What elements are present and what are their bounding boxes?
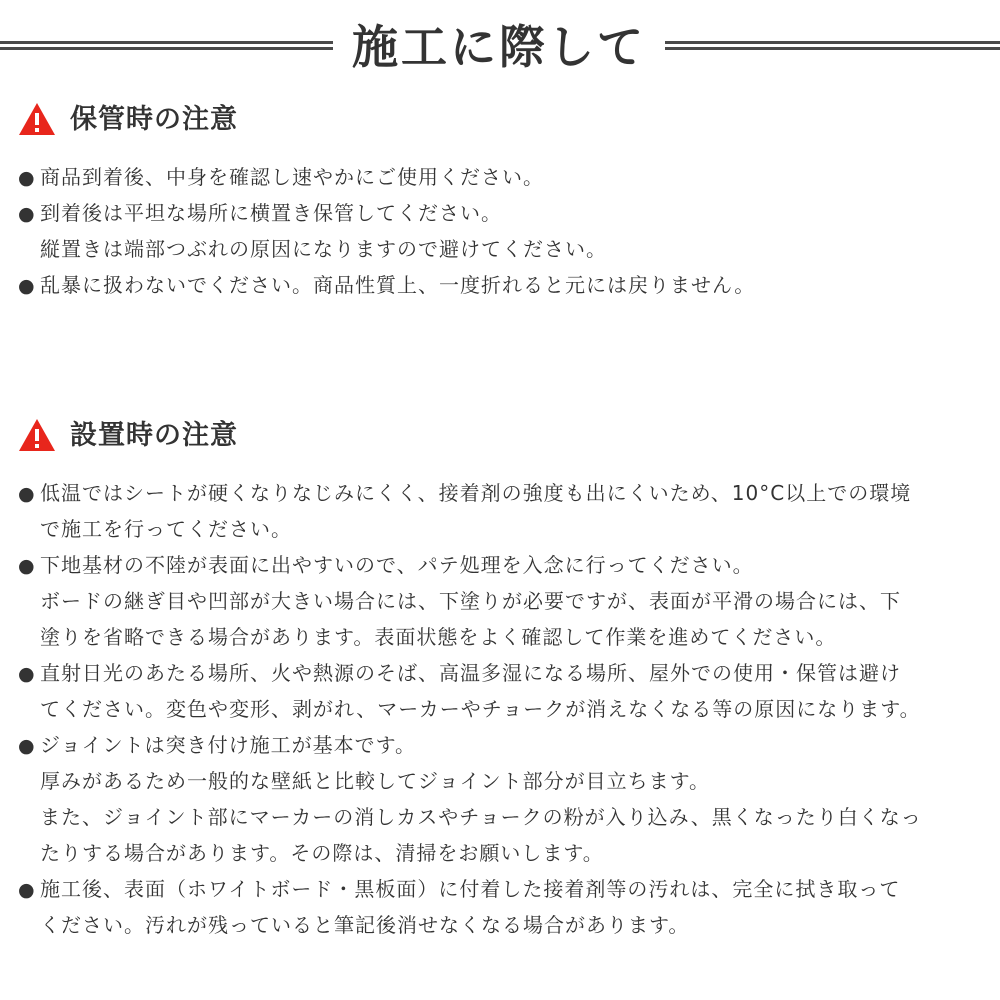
bullet: ● [18, 555, 36, 577]
warning-triangle-icon [18, 418, 56, 452]
note-text: てください。変色や変形、剥がれ、マーカーやチョークが消えなくなる等の原因になります。 [40, 697, 921, 721]
bullet: ● [18, 735, 36, 757]
note-line [18, 871, 993, 907]
note-line [18, 907, 993, 943]
note-line [18, 835, 993, 871]
note-text: 厚みがあるため一般的な壁紙と比較してジョイント部分が目立ちます。 [40, 769, 710, 793]
installation-title: 設置時の注意 [70, 420, 238, 451]
header-rule-left [0, 41, 333, 51]
storage-title: 保管時の注意 [70, 104, 238, 135]
note-line [18, 511, 993, 547]
bullet: ● [18, 275, 36, 297]
header-rule-right [665, 41, 1000, 51]
bullet: ● [18, 167, 36, 189]
note-line [18, 195, 993, 231]
note-text: 商品到着後、中身を確認し速やかにご使用ください。 [40, 165, 544, 189]
note-line [18, 799, 993, 835]
bullet: ● [18, 879, 36, 901]
note-line [18, 475, 993, 511]
note-text: 施工後、表面（ホワイトボード・黒板面）に付着した接着剤等の汚れは、完全に拭き取って [40, 877, 901, 901]
note-text: 到着後は平坦な場所に横置き保管してください。 [40, 201, 502, 225]
note-line [18, 583, 993, 619]
page-header [0, 18, 1000, 76]
note-line [18, 763, 993, 799]
note-text: また、ジョイント部にマーカーの消しカスやチョークの粉が入り込み、黒くなったり白くなっ [40, 805, 922, 829]
note-text: 縦置きは端部つぶれの原因になりますので避けてください。 [40, 237, 607, 261]
note-text: 塗りを省略できる場合があります。表面状態をよく確認して作業を進めてください。 [40, 625, 837, 649]
note-line [18, 691, 993, 727]
note-line [18, 159, 993, 195]
note-line [18, 547, 993, 583]
note-text: で施工を行ってください。 [40, 517, 292, 541]
note-line [18, 655, 993, 691]
bullet: ● [18, 663, 36, 685]
note-line [18, 231, 993, 267]
note-text: 乱暴に扱わないでください。商品性質上、一度折れると元には戻りません。 [40, 273, 756, 297]
note-text: ください。汚れが残っていると筆記後消せなくなる場合があります。 [40, 913, 690, 937]
page-title: 施工に際して [352, 20, 646, 74]
note-text: 下地基材の不陸が表面に出やすいので、パテ処理を入念に行ってください。 [40, 553, 754, 577]
note-text: 低温ではシートが硬くなりなじみにくく、接着剤の強度も出にくいため、10°C以上での環境 [40, 481, 912, 505]
installation-notes [18, 475, 993, 943]
note-text: ジョイントは突き付け施工が基本です。 [40, 733, 416, 757]
note-text: たりする場合があります。その際は、清掃をお願いします。 [40, 841, 604, 865]
note-text: 直射日光のあたる場所、火や熱源のそば、高温多湿になる場所、屋外での使用・保管は避け [40, 661, 901, 685]
warning-triangle-icon [18, 102, 56, 136]
storage-notes [18, 159, 993, 303]
bullet: ● [18, 203, 36, 225]
note-line [18, 727, 993, 763]
note-line [18, 267, 993, 303]
bullet: ● [18, 483, 36, 505]
note-line [18, 619, 993, 655]
note-text: ボードの継ぎ目や凹部が大きい場合には、下塗りが必要ですが、表面が平滑の場合には、下 [40, 589, 901, 613]
